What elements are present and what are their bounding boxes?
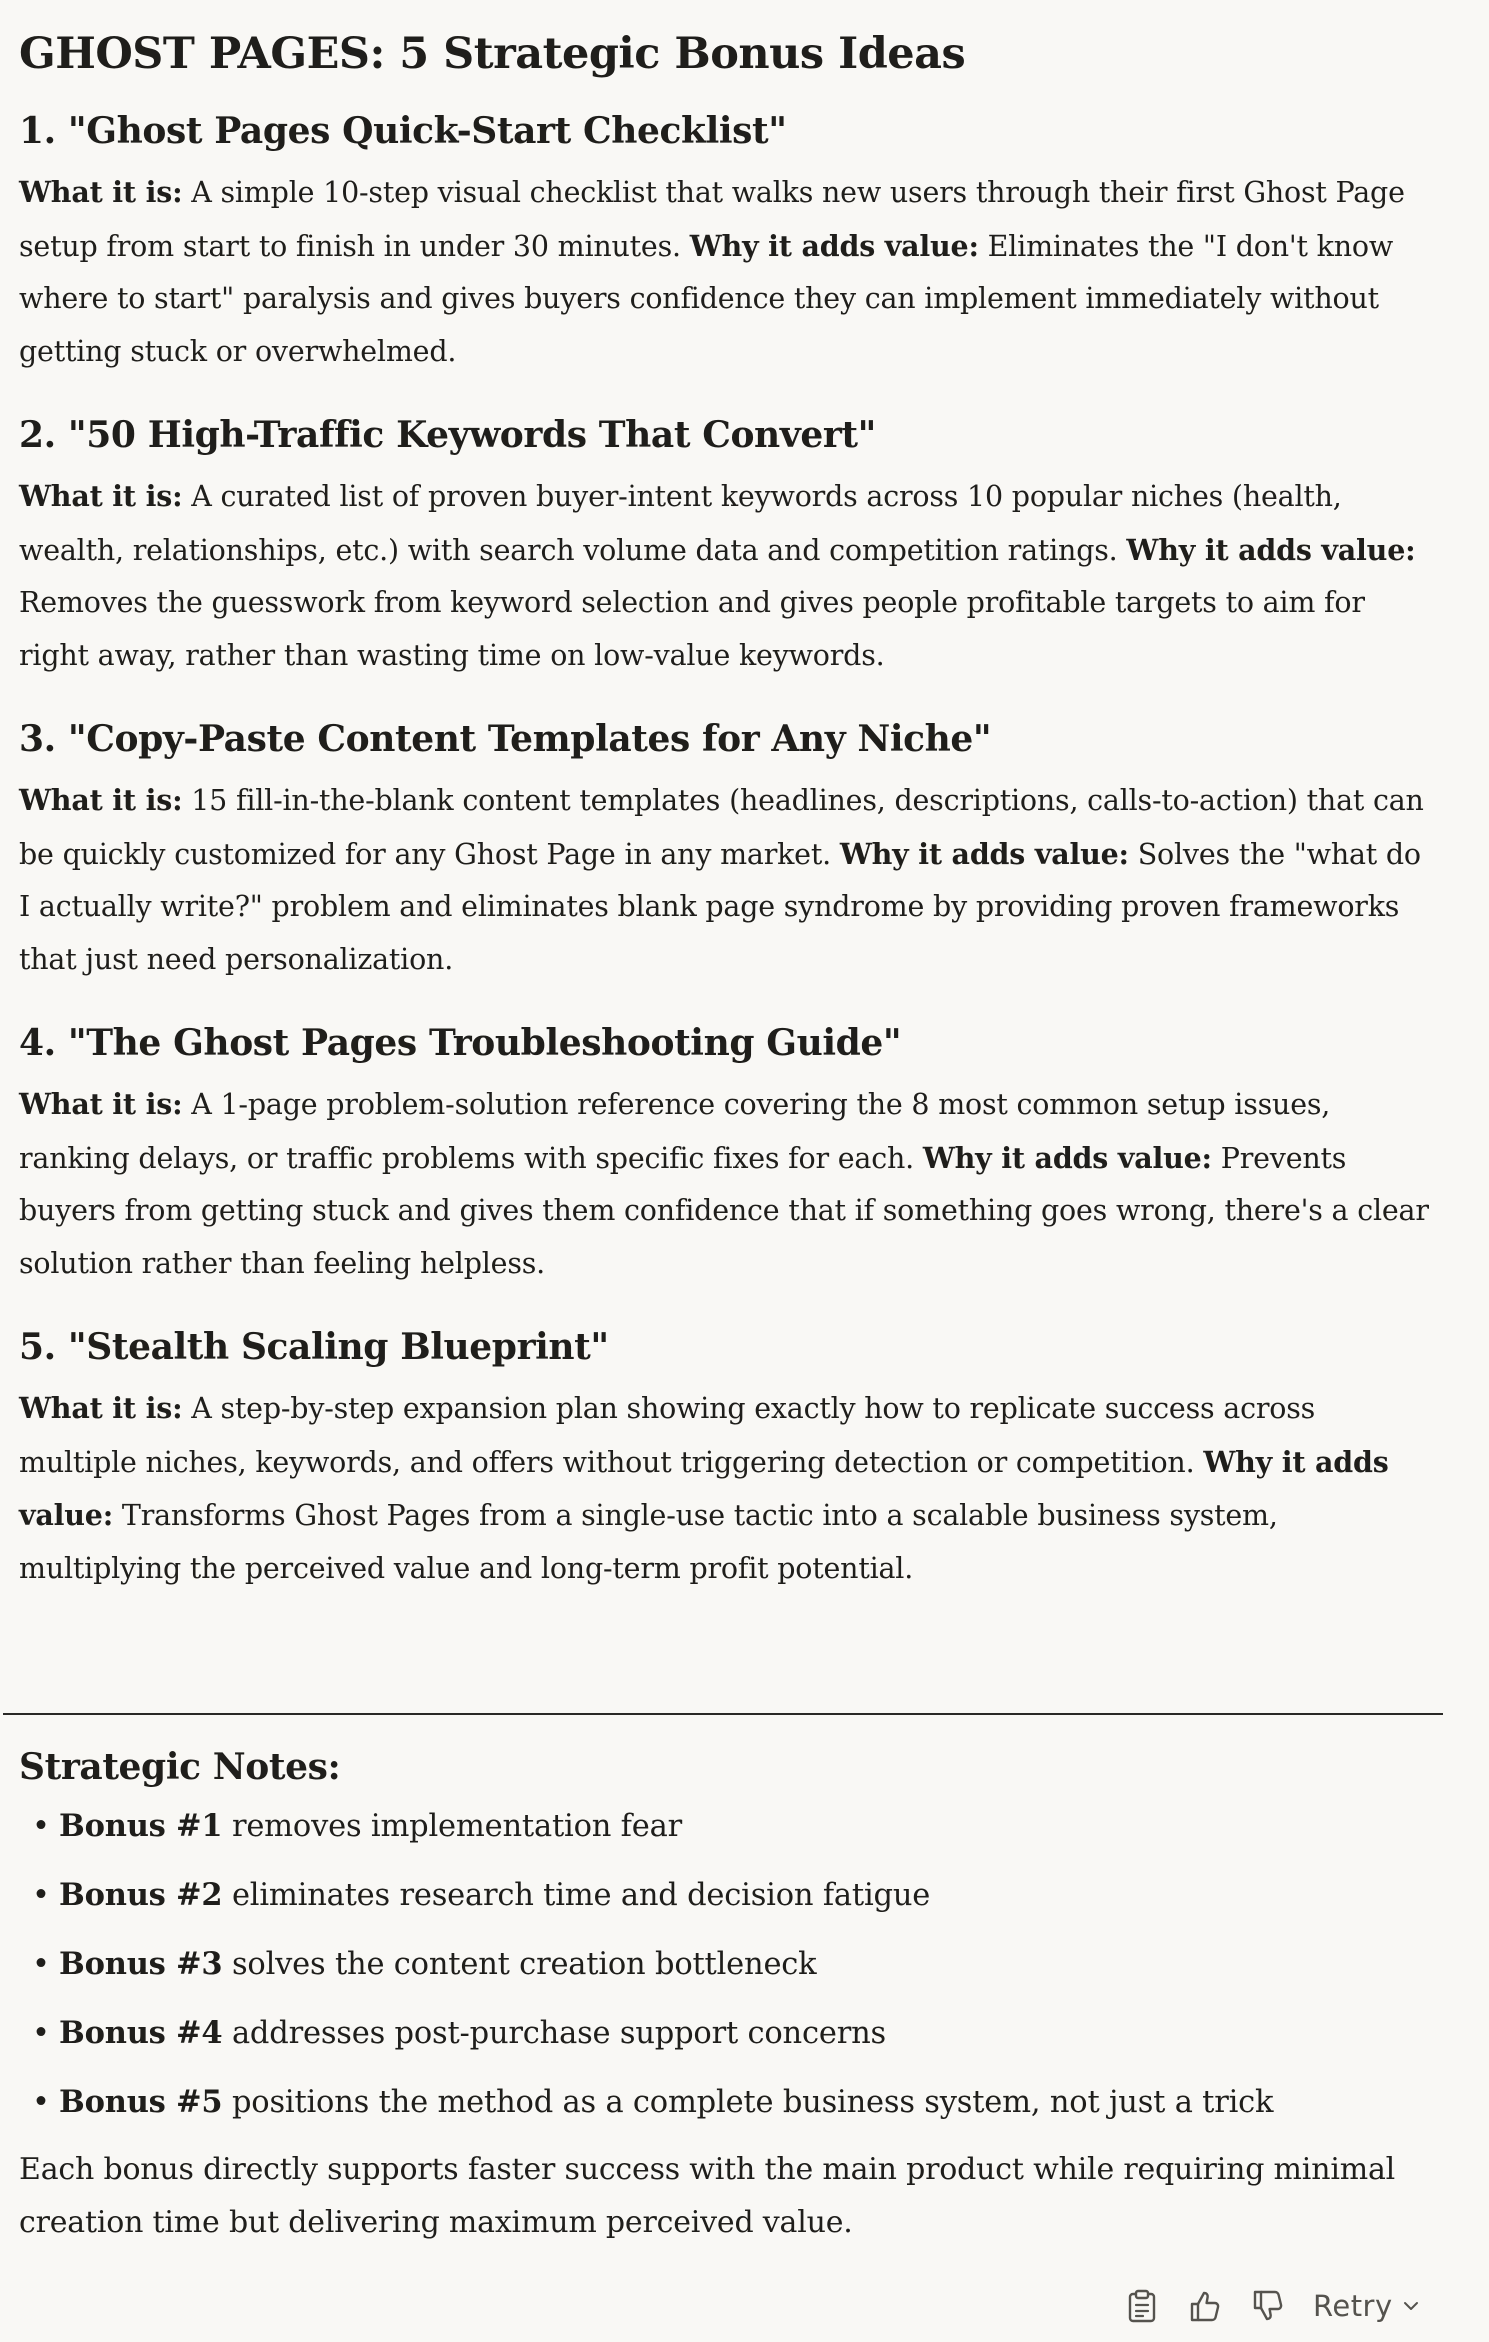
bonus-heading: 4. "The Ghost Pages Troubleshooting Guide" [19, 1022, 902, 1064]
retry-label: Retry [1313, 2289, 1393, 2323]
response-content [19, 22, 1439, 1595]
what-label: What it is: [19, 175, 183, 209]
copy-button[interactable] [1120, 2284, 1164, 2328]
bonus-heading: 1. "Ghost Pages Quick-Start Checklist" [19, 110, 787, 152]
why-text: Solves the "what do I actually write?" problem and eliminates blank page syndrome by providing proven frameworks that just need personalization. [19, 837, 1421, 976]
bonus-section-5 [19, 1320, 1439, 1595]
section-divider [3, 1713, 1443, 1715]
bonus-section-1 [19, 104, 1439, 378]
what-label: What it is: [19, 1087, 183, 1121]
like-button[interactable] [1183, 2284, 1227, 2328]
bullet-icon: • [32, 2085, 50, 2120]
bonus-heading: 2. "50 High-Traffic Keywords That Convert" [19, 414, 877, 456]
bonus-list [19, 104, 1439, 1595]
note-label: Bonus #4 [59, 2015, 223, 2051]
note-text: solves the content creation bottleneck [231, 1947, 817, 1982]
what-label: What it is: [19, 479, 183, 513]
what-text: A curated list of proven buyer-intent keywords across 10 popular niches (health, wealth, relationships, etc.) with search volume data and competition ratings. [19, 480, 1342, 567]
note-text: addresses post-purchase support concerns [231, 2016, 887, 2051]
page-title: GHOST PAGES: 5 Strategic Bonus Ideas [19, 29, 966, 79]
notes-list [19, 1804, 1439, 2125]
why-label: Why it adds value: [689, 228, 979, 263]
what-label: What it is: [19, 1391, 183, 1425]
bonus-section-4 [19, 1016, 1439, 1290]
why-text: Eliminates the "I don't know where to start" paralysis and gives buyers confidence they can implement immediately without getting stuck or overwhelmed. [19, 229, 1394, 368]
clipboard-icon [1127, 2289, 1157, 2323]
thumbs-down-icon [1251, 2289, 1285, 2323]
why-label: Why it adds value: [1126, 532, 1416, 567]
list-item [19, 1873, 1439, 1918]
closing-text: Each bonus directly supports faster success with the main product while requiring minimal creation time but delivering maximum perceived value. [19, 2152, 1396, 2240]
chevron-down-icon [1403, 2301, 1419, 2311]
bonus-description [19, 774, 1439, 986]
bonus-description [19, 1078, 1439, 1290]
why-label: Why it adds value: [839, 836, 1129, 871]
bullet-icon: • [32, 1947, 50, 1982]
why-label: Why it adds value: [922, 1140, 1212, 1175]
list-item [19, 1942, 1439, 1987]
why-label: Why it adds value: [19, 1444, 1389, 1532]
why-text: Prevents buyers from getting stuck and gives them confidence that if something goes wrong, there's a clear solution rather than feeling helpless. [19, 1141, 1429, 1280]
bullet-icon: • [32, 2016, 50, 2051]
thumbs-up-icon [1188, 2289, 1222, 2323]
bullet-icon: • [32, 1809, 50, 1844]
note-text: removes implementation fear [231, 1809, 682, 1844]
note-text: eliminates research time and decision fatigue [231, 1878, 931, 1913]
closing-paragraph [19, 2143, 1439, 2249]
list-item [19, 2080, 1439, 2125]
note-label: Bonus #5 [59, 2084, 223, 2120]
bonus-description [19, 470, 1439, 682]
why-text: Transforms Ghost Pages from a single-use tactic into a scalable business system, multiplying the perceived value and long-term profit potential. [19, 1499, 1278, 1585]
what-text: 15 fill-in-the-blank content templates (headlines, descriptions, calls-to-action) that can be quickly customized for any Ghost Page in any market. [19, 784, 1424, 871]
bonus-description [19, 166, 1439, 378]
what-text: A simple 10-step visual checklist that walks new users through their first Ghost Page setup from start to finish in under 30 minutes. [19, 176, 1405, 263]
bonus-heading: 5. "Stealth Scaling Blueprint" [19, 1326, 609, 1368]
bonus-section-3 [19, 712, 1439, 986]
list-item [19, 2011, 1439, 2056]
retry-button[interactable] [1313, 2289, 1419, 2323]
bonus-heading: 3. "Copy-Paste Content Templates for Any Niche" [19, 718, 992, 760]
why-text: Removes the guesswork from keyword selection and gives people profitable targets to aim for right away, rather than wasting time on low-value keywords. [19, 586, 1365, 672]
note-label: Bonus #3 [59, 1946, 223, 1982]
note-text: positions the method as a complete business system, not just a trick [231, 2085, 1274, 2120]
message-actions [1120, 2278, 1419, 2334]
note-label: Bonus #2 [59, 1877, 223, 1913]
what-label: What it is: [19, 783, 183, 817]
what-text: A step-by-step expansion plan showing exactly how to replicate success across multiple niches, keywords, and offers without triggering detection or competition. [19, 1392, 1316, 1479]
notes-heading: Strategic Notes: [19, 1746, 341, 1788]
bullet-icon: • [32, 1878, 50, 1913]
bonus-description [19, 1382, 1439, 1595]
what-text: A 1-page problem-solution reference covering the 8 most common setup issues, ranking delays, or traffic problems with specific fixes for each. [19, 1088, 1331, 1175]
note-label: Bonus #1 [59, 1808, 223, 1844]
list-item [19, 1804, 1439, 1849]
strategic-notes [19, 1740, 1439, 2249]
dislike-button[interactable] [1246, 2284, 1290, 2328]
bonus-section-2 [19, 408, 1439, 682]
